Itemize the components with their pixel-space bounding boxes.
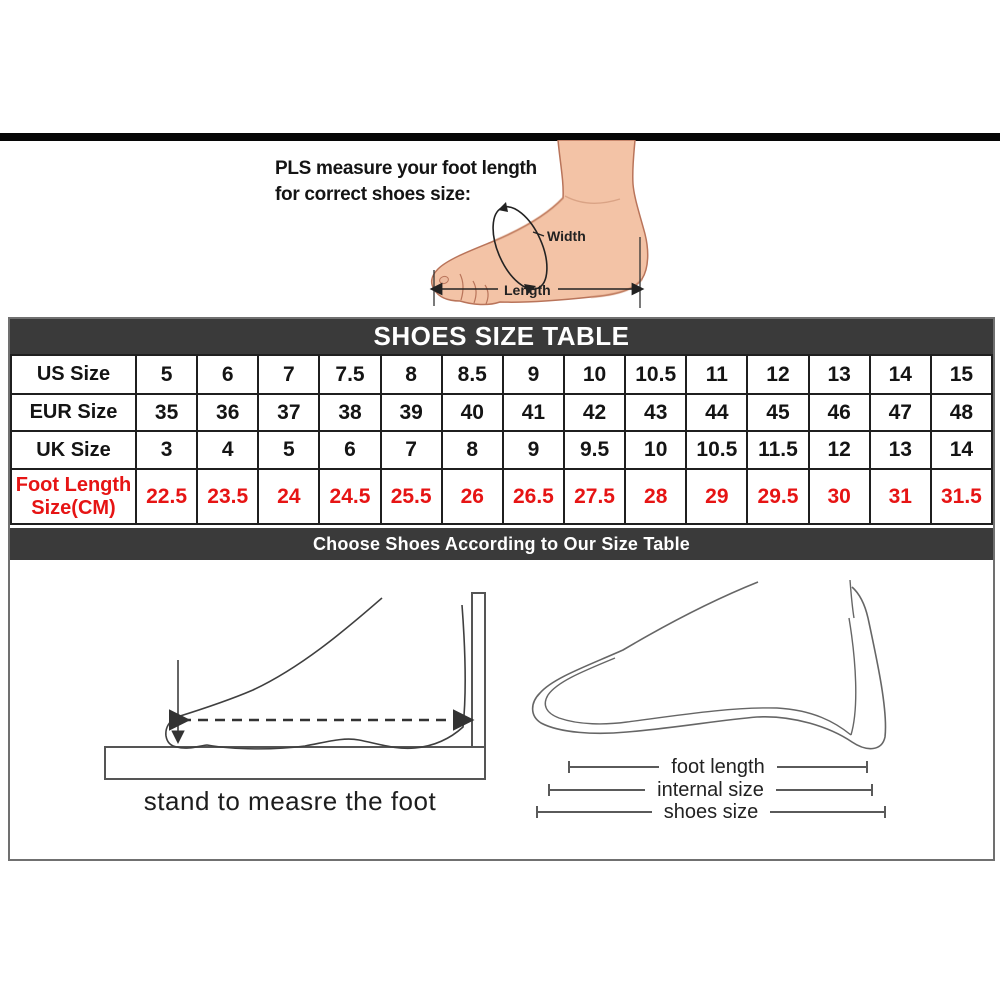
measure-label: shoes size — [663, 800, 759, 823]
size-cell: 25.5 — [381, 469, 442, 524]
measure-row-foot-length — [568, 756, 868, 778]
shoe-insole-line — [627, 708, 851, 735]
size-cell: 14 — [870, 355, 931, 394]
stand-measure-diagram — [75, 570, 505, 792]
foot-photo-illustration — [428, 140, 673, 315]
size-cell: 7 — [381, 431, 442, 469]
size-cell: 5 — [136, 355, 197, 394]
size-cell: 14 — [931, 431, 992, 469]
size-cell: 9.5 — [564, 431, 625, 469]
size-cell: 36 — [197, 394, 258, 431]
size-cell: 45 — [747, 394, 808, 431]
row-header: UK Size — [11, 431, 136, 469]
size-cell: 12 — [747, 355, 808, 394]
size-cell: 13 — [809, 355, 870, 394]
size-cell: 40 — [442, 394, 503, 431]
size-cell: 24.5 — [319, 469, 380, 524]
size-cell: 6 — [197, 355, 258, 394]
size-cell: 8 — [381, 355, 442, 394]
stand-caption: stand to measre the foot — [143, 786, 437, 816]
row-header: US Size — [11, 355, 136, 394]
size-cell: 10.5 — [625, 355, 686, 394]
size-cell: 11 — [686, 355, 747, 394]
size-cell: 35 — [136, 394, 197, 431]
size-cell: 12 — [809, 431, 870, 469]
width-label: Width — [547, 228, 586, 244]
size-cell: 41 — [503, 394, 564, 431]
row-header: EUR Size — [11, 394, 136, 431]
measure-row-internal-size — [548, 779, 873, 801]
size-cell: 39 — [381, 394, 442, 431]
size-cell: 22.5 — [136, 469, 197, 524]
size-cell: 8.5 — [442, 355, 503, 394]
size-cell: 37 — [258, 394, 319, 431]
size-cell: 26 — [442, 469, 503, 524]
size-cell: 24 — [258, 469, 319, 524]
size-cell: 44 — [686, 394, 747, 431]
size-cell: 10.5 — [686, 431, 747, 469]
row-header: Foot Length Size(CM) — [11, 469, 136, 524]
size-cell: 4 — [197, 431, 258, 469]
size-cell: 38 — [319, 394, 380, 431]
table-title-bar: SHOES SIZE TABLE — [10, 319, 993, 354]
size-cell: 3 — [136, 431, 197, 469]
size-cell: 15 — [931, 355, 992, 394]
size-cell: 23.5 — [197, 469, 258, 524]
table-row-eur — [11, 394, 992, 431]
size-cell: 7.5 — [319, 355, 380, 394]
size-cell: 6 — [319, 431, 380, 469]
table-row-us — [11, 355, 992, 394]
measure-instruction-line2: for correct shoes size: — [275, 183, 471, 205]
platform — [105, 747, 485, 779]
choose-banner: Choose Shoes According to Our Size Table — [10, 528, 993, 560]
foot-silhouette — [432, 140, 648, 305]
shoe-inner-heel-line — [849, 618, 856, 735]
size-cell: 7 — [258, 355, 319, 394]
size-table — [10, 354, 993, 525]
size-cell: 10 — [564, 355, 625, 394]
size-cell: 30 — [809, 469, 870, 524]
wall — [472, 593, 485, 747]
size-cell: 43 — [625, 394, 686, 431]
size-cell: 10 — [625, 431, 686, 469]
size-cell: 11.5 — [747, 431, 808, 469]
size-cell: 31 — [870, 469, 931, 524]
size-cell: 27.5 — [564, 469, 625, 524]
size-cell: 28 — [625, 469, 686, 524]
size-cell: 13 — [870, 431, 931, 469]
size-cell: 29.5 — [747, 469, 808, 524]
shoe-collar-seam — [850, 580, 854, 618]
table-row-uk — [11, 431, 992, 469]
size-cell: 26.5 — [503, 469, 564, 524]
measure-row-shoes-size — [536, 801, 886, 823]
measure-instruction-line1: PLS measure your foot length — [275, 158, 537, 179]
size-cell: 9 — [503, 355, 564, 394]
shoe-size-diagram — [515, 560, 985, 760]
size-cell: 5 — [258, 431, 319, 469]
length-label: Length — [504, 282, 551, 298]
table-row-foot-length — [11, 469, 992, 524]
shoe-inner-toe-line — [545, 658, 627, 724]
size-cell: 31.5 — [931, 469, 992, 524]
foot-outline — [166, 598, 465, 749]
size-cell: 48 — [931, 394, 992, 431]
size-cell: 9 — [503, 431, 564, 469]
size-cell: 42 — [564, 394, 625, 431]
size-cell: 46 — [809, 394, 870, 431]
measure-label: internal size — [657, 778, 764, 801]
size-cell: 29 — [686, 469, 747, 524]
size-cell: 47 — [870, 394, 931, 431]
size-cell: 8 — [442, 431, 503, 469]
measure-label: foot length — [671, 755, 765, 778]
